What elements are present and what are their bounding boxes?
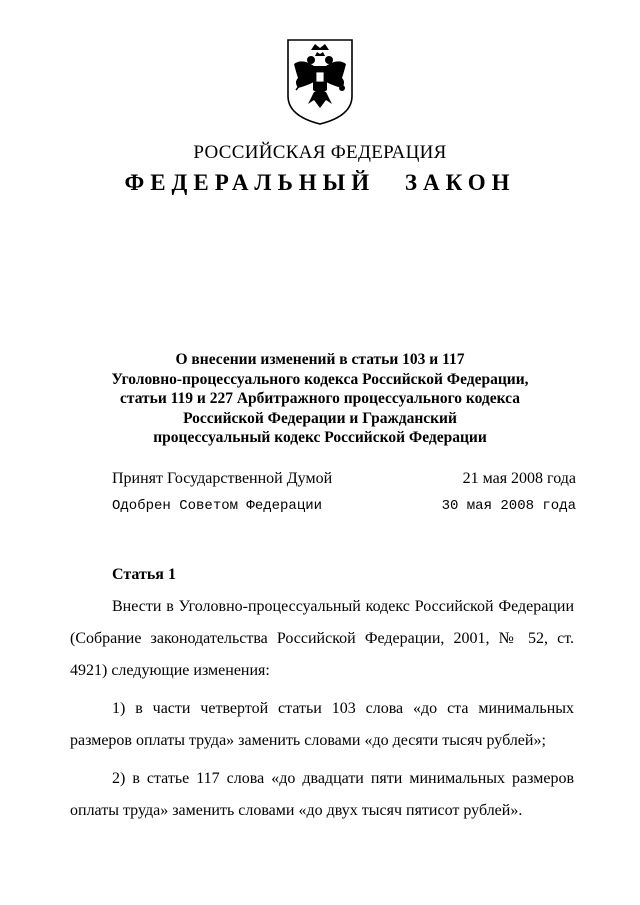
duma-date: 21 мая 2008 года <box>462 470 576 487</box>
article-item-2: 2) в статье 117 слова «до двадцати пяти минимальных размеров оплаты труда» заменить словами «до двух тысяч пятисот рублей». <box>70 770 574 819</box>
russian-coat-of-arms-icon <box>284 36 356 126</box>
country-name: РОССИЙСКАЯ ФЕДЕРАЦИЯ <box>193 142 447 163</box>
title-line: Российской Федерации и Гражданский <box>183 409 457 427</box>
article-intro: Внести в Уголовно-процессуальный кодекс Российской Федерации (Собрание законодательства Российской Федерации, 2001, № 52, ст. 4921) следующие изменения: <box>70 598 574 679</box>
law-title <box>60 350 580 448</box>
duma-label: Принят Государственной Думой <box>112 470 333 487</box>
title-line: статьи 119 и 227 Арбитражного процессуального кодекса <box>120 390 520 407</box>
title-line: Уголовно-процессуального кодекса Российской Федерации, <box>111 370 529 388</box>
article-item-1: 1) в части четвертой статьи 103 слова «до ста минимальных размеров оплаты труда» заменить словами «до десяти тысяч рублей»; <box>70 700 574 749</box>
title-line: процессуальный кодекс Российской Федерации <box>153 429 487 446</box>
article-heading: Статья 1 <box>112 566 176 583</box>
council-label: Одобрен Советом Федерации <box>112 498 323 514</box>
document-type: ФЕДЕРАЛЬНЫЙ ЗАКОН <box>124 170 516 195</box>
title-line: О внесении изменений в статьи 103 и 117 <box>175 351 465 368</box>
council-date: 30 мая 2008 года <box>441 498 576 514</box>
